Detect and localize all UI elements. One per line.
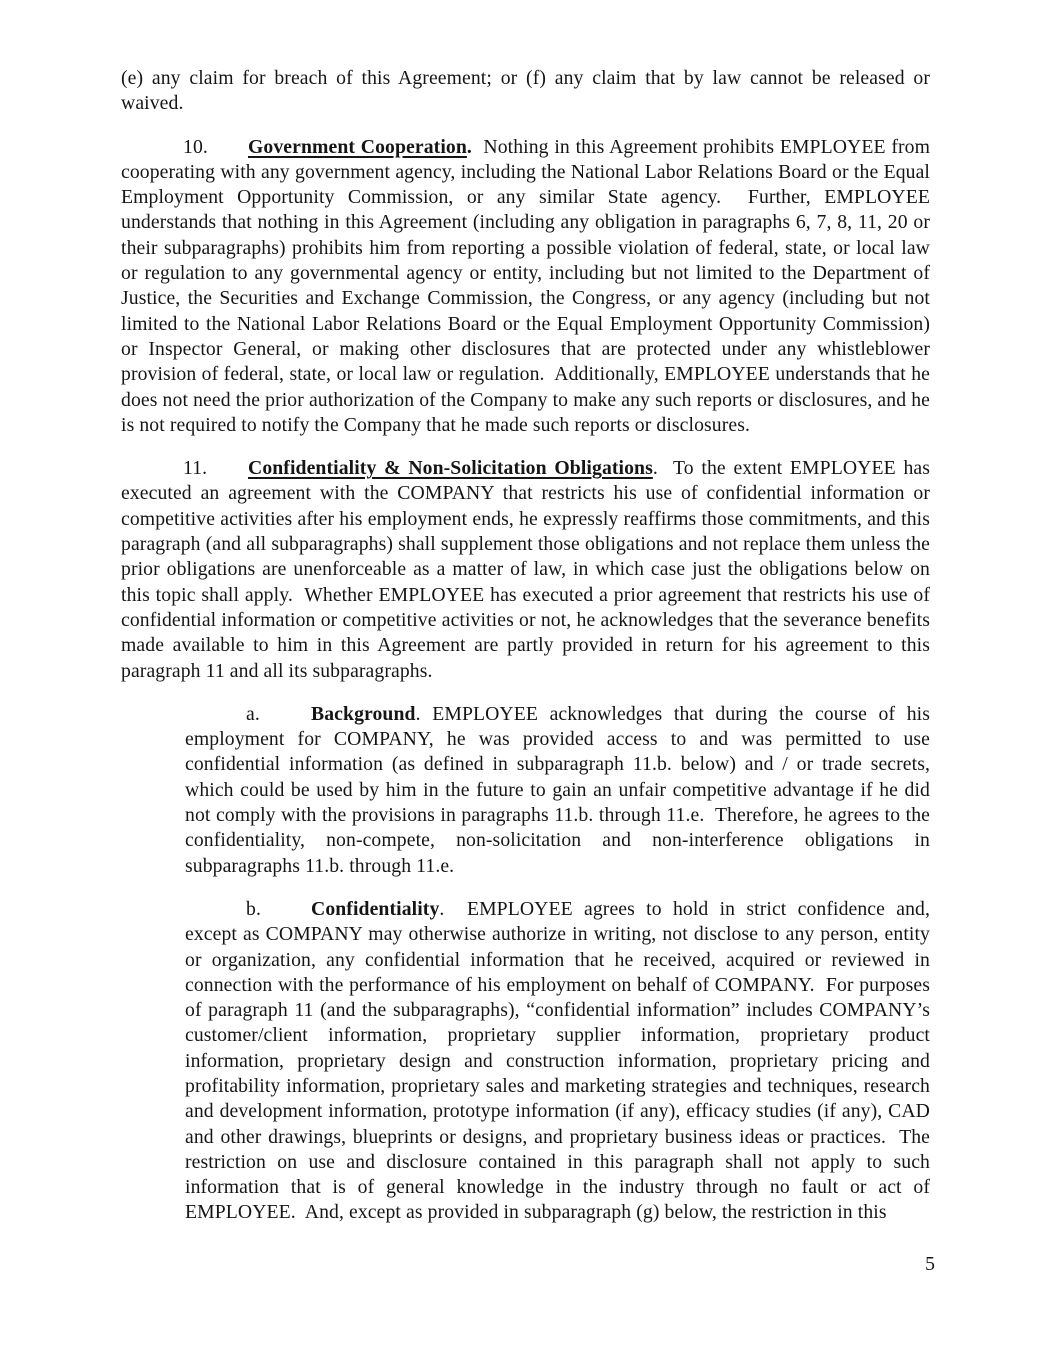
- subparagraph-b-confidentiality: [185, 897, 930, 1226]
- heading-run: Confidentiality & Non-Solicitation Obligations: [248, 457, 653, 480]
- paragraph-number: 10.: [183, 135, 208, 158]
- document-body: [121, 66, 930, 1244]
- body-run: . EMPLOYEE acknowledges that during the course of his employment for COMPANY, he was provided access to and was permitted to use confidential information (as defined in subparagraph 11.b. below) and / or trade secrets, which could be used by him in the future to gain an unfair competitive advantage if he did not comply with the provisions in paragraphs 11.b. through 11.e. Therefore, he agrees to the confidentiality, non-compete, non-solicitation and non-interference obligations in subparagraphs 11.b. through 11.e.: [185, 702, 930, 877]
- page-number: 5: [925, 1253, 935, 1275]
- subparagraph-a-background: [185, 702, 930, 879]
- heading-run: Background: [311, 702, 416, 725]
- continuation-paragraph: [121, 66, 930, 117]
- paragraph-number: b.: [246, 897, 261, 920]
- heading-period: .: [466, 135, 472, 158]
- body-run: . To the extent EMPLOYEE has executed an agreement with the COMPANY that restricts his use of confidential information or competitive activities after his employment ends, he expressly reaffirms those commitments, and this paragraph (and all subparagraphs) shall supplement those obligations and not replace them unless the prior obligations are unenforceable as a matter of law, in which case just the obligations below on this topic shall apply. Whether EMPLOYEE has executed a prior agreement that restricts his use of confidential information or competitive activities or not, he acknowledges that the severance benefits made available to him in this Agreement are partly provided in return for his agreement to this paragraph 11 and all its subparagraphs.: [121, 457, 930, 682]
- paragraph-number: 11.: [183, 457, 208, 480]
- body-run: Nothing in this Agreement prohibits EMPLOYEE from cooperating with any government agency, including the National Labor Relations Board or the Equal Employment Opportunity Commission, or any similar State agency. Further, EMPLOYEE understands that nothing in this Agreement (including any obligation in paragraphs 6, 7, 8, 11, 20 or their subparagraphs) prohibits him from reporting a possible violation of federal, state, or local law or regulation to any governmental agency or entity, including but not limited to the Department of Justice, the Securities and Exchange Commission, the Congress, or any agency (including but not limited to the National Labor Relations Board or the Equal Employment Opportunity Commission) or Inspector General, or making other disclosures that are protected under any whistleblower provision of federal, state, or local law or regulation. Additionally, EMPLOYEE understands that he does not need the prior authorization of the Company to make any such reports or disclosures, and he is not required to notify the Company that he made such reports or disclosures.: [121, 135, 931, 436]
- body-run: . EMPLOYEE agrees to hold in strict confidence and, except as COMPANY may otherwise authorize in writing, not disclose to any person, entity or organization, any confidential information that he received, acquired or reviewed in connection with the performance of his employment on behalf of COMPANY. For purposes of paragraph 11 (and the subparagraphs), “confidential information” includes COMPANY’s customer/client information, proprietary supplier information, proprietary product information, proprietary design and construction information, proprietary pricing and profitability information, proprietary sales and marketing strategies and techniques, research and development information, prototype information (if any), efficacy studies (if any), CAD and other drawings, blueprints or designs, and proprietary business ideas or practices. The restriction on use and disclosure contained in this paragraph shall not apply to such information that is of general knowledge in the industry through no fault or act of EMPLOYEE. And, except as provided in subparagraph (g) below, the restriction in this: [185, 897, 930, 1224]
- heading-run: Government Cooperation: [248, 135, 467, 158]
- paragraph-number: a.: [246, 702, 260, 725]
- paragraph-10-government-cooperation: [121, 135, 930, 439]
- heading-run: Confidentiality: [311, 897, 440, 920]
- paragraph-11-confidentiality-obligations: [121, 456, 930, 684]
- body-run: (e) any claim for breach of this Agreement; or (f) any claim that by law cannot be released or waived.: [121, 67, 930, 115]
